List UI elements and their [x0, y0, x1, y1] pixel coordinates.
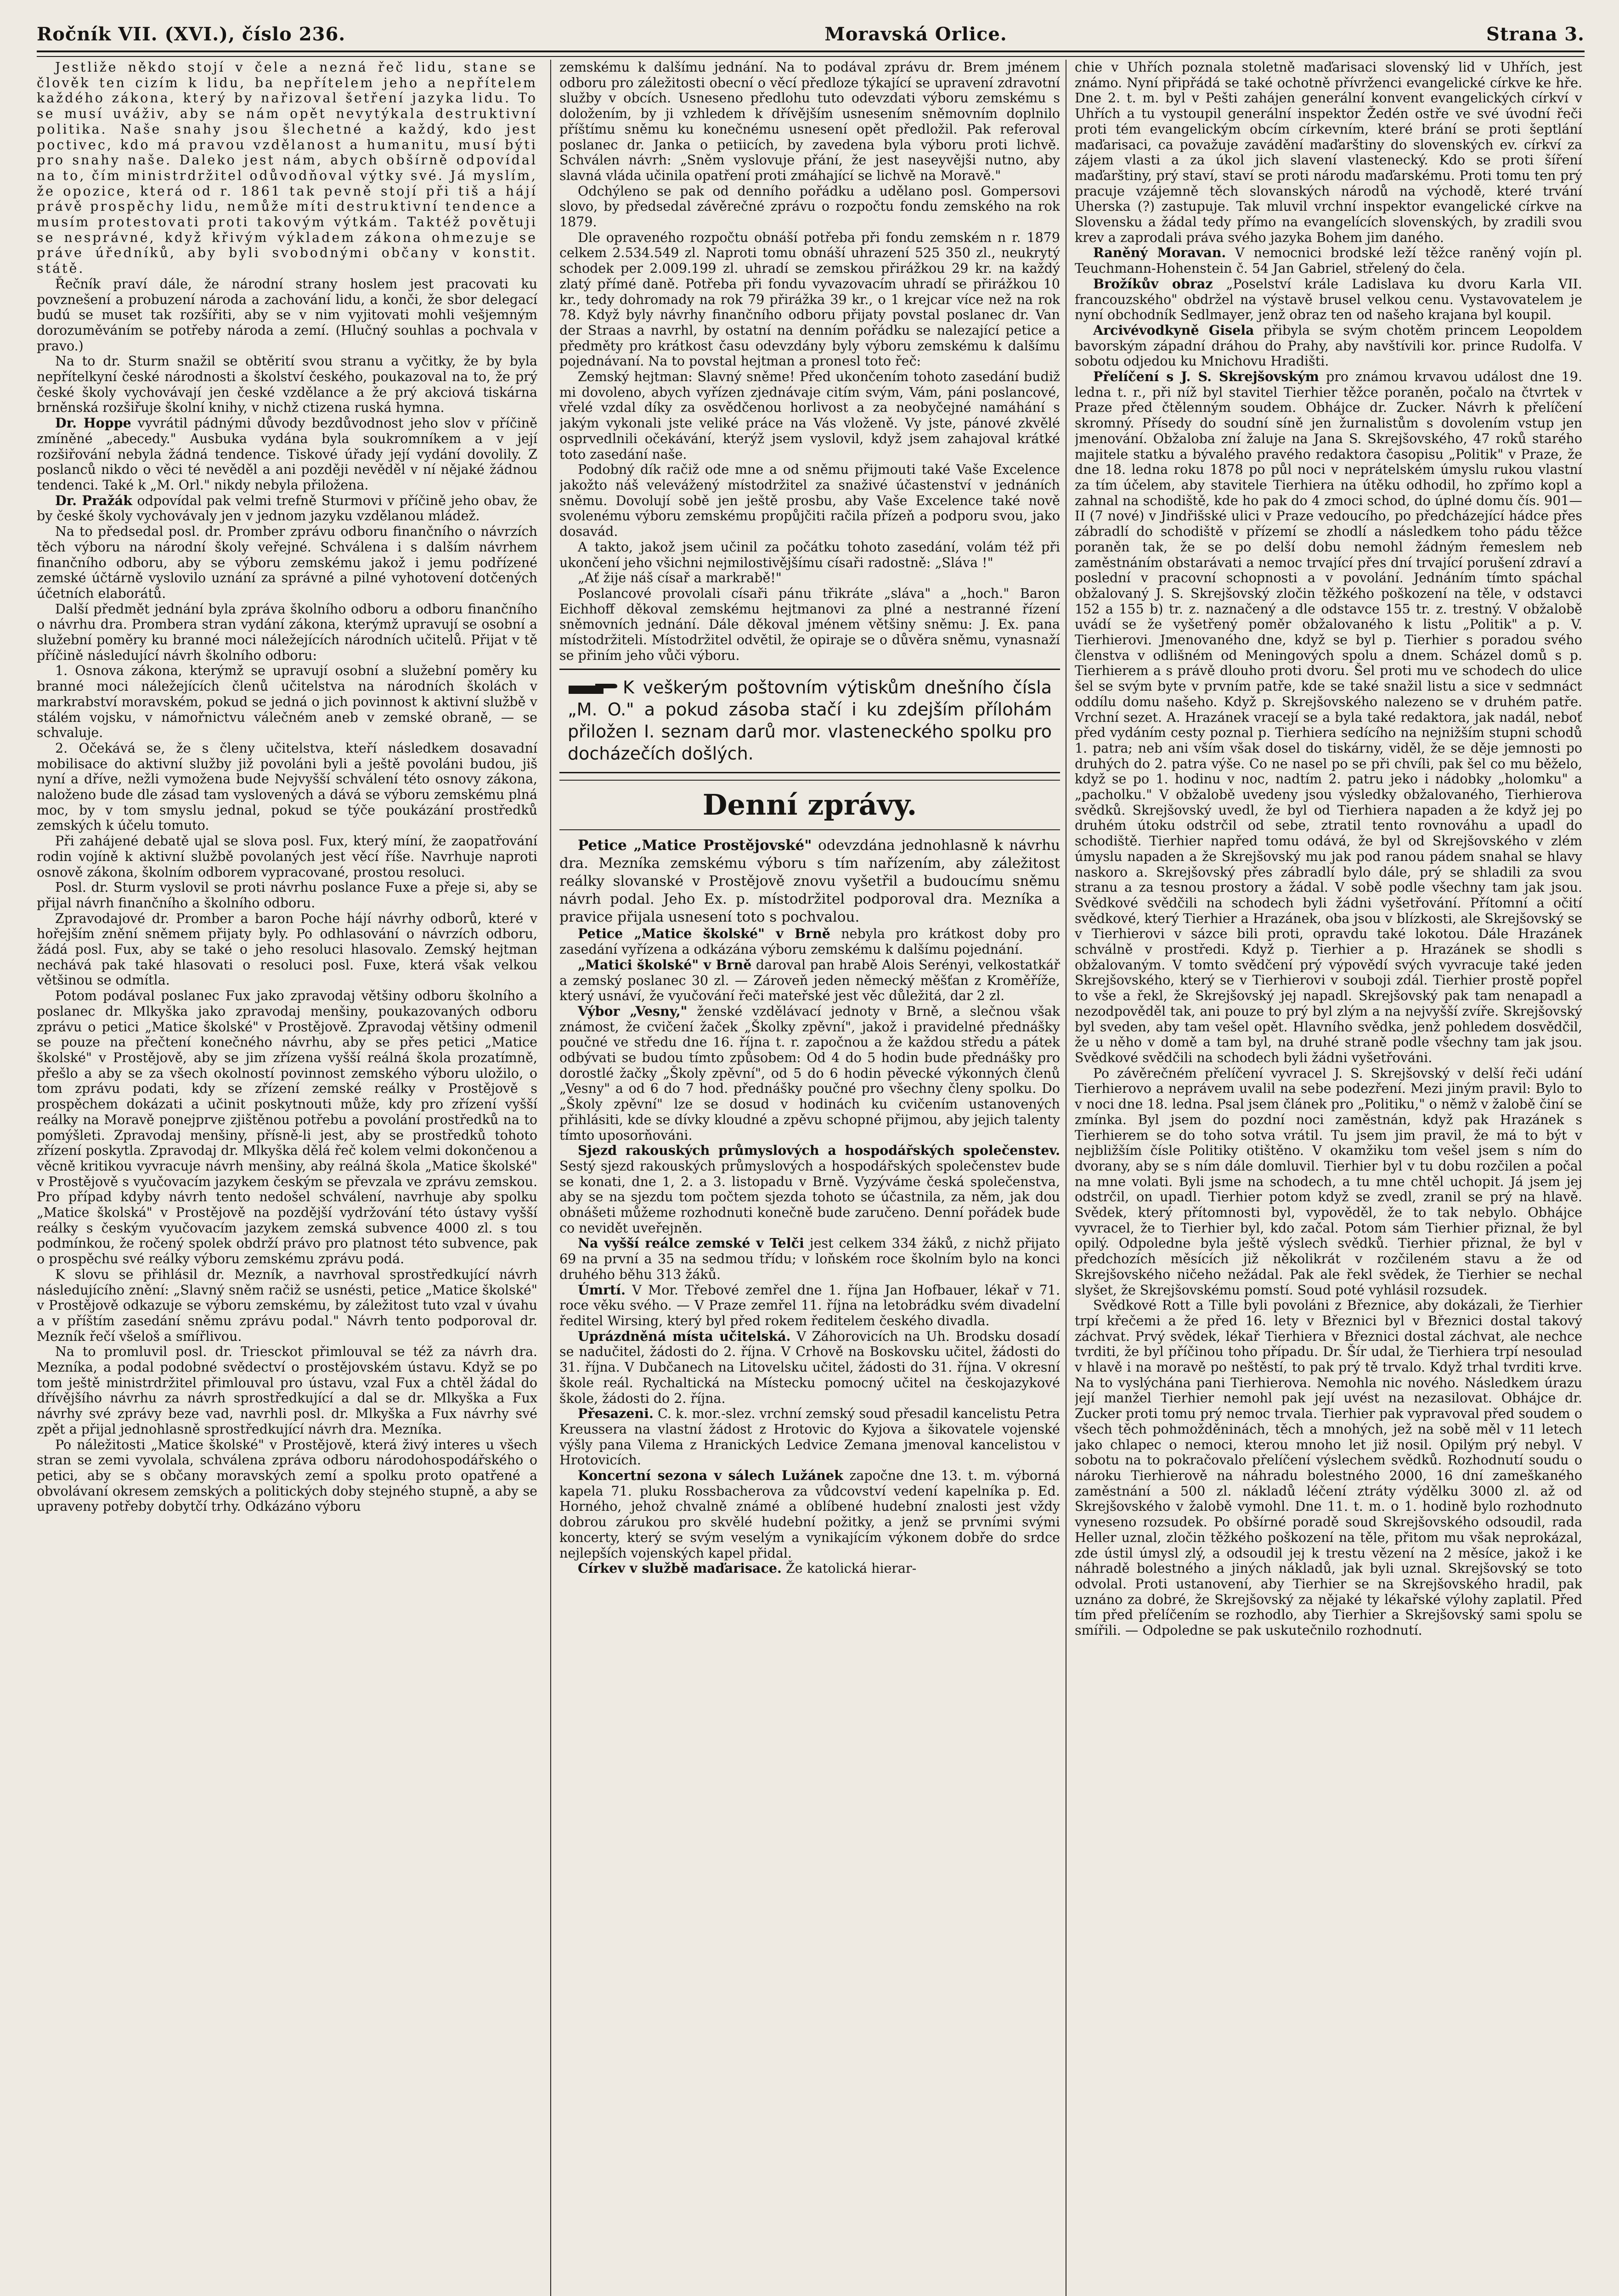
news-text: daroval pan hrabě Alois Serényi, velkostatkář a zemský poslanec 30 zl. — Zároveň jeden německý měšťan z Kroměříže, který usnáví, že vyučování řeči mateřské jest věc důležitá, dar 2 zl. [559, 957, 1060, 1004]
masthead-title: Moravská Orlice. [824, 23, 1007, 45]
header-rule [37, 51, 1585, 57]
news-item [559, 1236, 1060, 1282]
column-1 [37, 60, 537, 2296]
paragraph: Jestliže někdo stojí v čele a nezná řeč lidu, stane se člověk ten cizím k lidu, ba nepřítelem jeho a nepřítelem každého zákona, který by nařizoval šetření jazyka lidu. To se musí uváživ, aby se nám opět nevytýkala destruktivní politika. Naše snahy jsou šlechetné a každý, kdo jest poctivec, kdo má pravou vzdělanost a humanitu, musí býti pro snahy naše. Daleko jest nám, abych obšírně odpovídal na to, čím ministrdržitel odůvodňoval výtky své. Já myslím, že opozice, která od r. 1861 tak pevně stojí při tiš a hájí právě prospěchy lidu, nemůže míti destruktivní tendence a musím protestovati proti takovým výtkám. Taktéž povětuji se nesprávné, když křivým výkladem zákona ohmezuje se práve úředníků, aby byli svobodnými občany v konstit. státě. [37, 60, 537, 276]
page-header [37, 17, 1585, 45]
issue-number: Ročník VII. (XVI.), číslo 236. [37, 23, 346, 45]
column-divider [550, 60, 551, 2296]
news-headline: Přelíčení s J. S. Skrejšovským [1093, 369, 1319, 385]
news-headline: Výbor „Vesny," [578, 1003, 688, 1019]
news-item [559, 1283, 1060, 1329]
paragraph: Na to dr. Sturm snažil se obtěrití svou stranu a vyčitky, že by byla nepřítelkyní české národnosti a školství českého, poukazoval na to, že prý české školy vychovávají jen české vzdělance a že prý akciová tiskárna brněnská rozšiřuje školní knihy, v nichž ctizena ruská hymna. [37, 354, 537, 416]
news-text: jest celkem 334 žáků, z nichž přijato 69 na první a 35 na sedmou třídu; v loňském roce školním bylo na konci druhého běhu 313 žáků. [559, 1236, 1060, 1282]
news-item [1075, 323, 1582, 369]
section-title: Denní zprávy. [702, 788, 917, 822]
news-item [559, 926, 1060, 957]
news-headline: Koncertní sezona v sálech Lužánek [578, 1468, 843, 1484]
news-text: C. k. mor.-slez. vrchní zemský soud přesadil kancelistu Petra Kreussera na vlastní žádost z Hrotovic do Kyjova a šikovatele vojenské výšly pana Vilema z Hranických Ledvice Zemana jmenoval kancelistou v Hrotovicích. [559, 1406, 1060, 1468]
paragraph: Odchýleno se pak od denního pořádku a udělano posl. Gompersovi slovo, by předsedal závěrečné zprávu o rozpočtu fondu zemského na rok 1879. [559, 183, 1060, 230]
news-text: započne dne 13. t. m. výborná kapela 71. pluku Rossbacherova za vůdcovství vedení kapelníka p. Ed. Horného, jehož chvalně známé a oblíbené hudební znalosti jest vždy dobrou zárukou pro skvělé hudební požitky, a jenž se prvními svými koncerty, který se svým veselým a vynikajícím výkonem dobře do srdce nejlepších vojenských kapel přidal. [559, 1468, 1060, 1561]
paragraph: Zpravodajové dr. Promber a baron Poche hájí návrhy odborů, které v hořejším znění sněmem přijaty byly. Po odhlasování o návrzích odboru, žádá posl. Fux, aby se také o jeho resoluci hlasovalo. Zemský hejtman nechává pak také hlasovati o resoluci posl. Fuxe, která však velkou většinou se odmítla. [37, 911, 537, 988]
news-item [1075, 276, 1582, 323]
paragraph: zemskému k dalšímu jednání. Na to podával zprávu dr. Brem jménem odboru pro záležitosti obecní o věcí předloze týkající se upravení zdravotní služby v obcích. Usneseno předlohu tuto odevzdati výboru zemskému s doložením, by ji vzhledem k dřívějším usnesením sněmovním doplnilo příštímu sněmu ku konečnému usnesení opět předložil. Pak referoval poslanec dr. Janka o petiicích, by zavedena byla výboru proti lichvě. Schválen návrh: „Sněm vyslovuje přání, že jest naseyvějši nutno, aby slavná vláda učinila opatření proti zmáhající se lichvě na Moravě." [559, 60, 1060, 183]
news-headline: Arcivévodkyně Gisela [1093, 322, 1254, 338]
paragraph [37, 493, 537, 524]
paragraph: A takto, jakož jsem učinil za počátku tohoto zasedání, volám též při ukončení jeho všichni nejmilostivějšímu císaři radostně: „Sláva !" [559, 539, 1060, 570]
section-rule [559, 829, 1060, 830]
speaker-name: Dr. Pražák [55, 492, 132, 508]
paragraph: Poslancové provolali císaři pánu třikráte „sláva" a „hoch." Baron Eichhoff děkoval zemskému hejtmanovi za plné a nestranné řízení sněmovních jednání. Dále děkoval jménem většiny sněmu: J. Ex. pana místodržiteli. Místodržitel odvětil, že opiraje se o důvěra sněmu, vynasnaží se přiním jeho vůči výboru. [559, 585, 1060, 663]
paragraph: Potom podával poslanec Fux jako zpravodaj většiny odboru školního a poslanec dr. Mlkyška jako zpravodaj menšiny, poukazovaných odboru zprávu o petici „Matice školské" v Prostějově. Zpravodaj většiny odmenil se pouze na přečtení konečného návrhu, aby se přes petici „Matice školské" v Prostějově, aby se jim zřízena vyšší reálná škola prozatímně, přešlo a aby se za všech okolností povinnost zemského výboru uložilo, o tom zprávu podati, kdy se zřízení zemské reálky v Prostějově s prospěchem dokázati a učinit poskytnouti může, kdy pro zřízení vyšší reálky na Moravě ponejprve zjištěnou potřebu a povolání prostředků na to pomýšleti. Zpravodaj menšiny, přísně-li jest, aby se prostředků tohoto zřízení poskytla. Zpravodaj dr. Mlkyška dělá řeč kolem velmi dokončenou a věcně kritikou vyvracuje návrh menšiny, aby reálná škola „Matice školské" v Prostějově s vyučovacím jazykem českým se převzala ve zprávu zemskou. Pro případ kdyby návrh tento nedošel schválení, navrhuje aby spolku „Matice školská" v Prostějově na pozdější vydržování této ústavy vyšší reálky s českým vyučovacím jazykem zemská subvence 4000 zl. s tou podmínkou, že ročený spolek obdrží právo pro platnost této subvence, pak o prospěchu své reálky výboru zemskému zprávu podá. [37, 988, 537, 1267]
news-item [559, 957, 1060, 1004]
column-2 [559, 60, 1060, 2296]
news-item [559, 1143, 1060, 1236]
paragraph: Další předmět jednání byla zpráva školního odboru a odboru finančního o návrhu dra. Prombera stran vydání zákona, kterýmž upravují se osobní a služební poměry ku branné moci náležejících národních učitelů. Přijat v tě příčině následující návrh školního odboru: [37, 601, 537, 663]
paragraph: K slovu se přihlásil dr. Mezník, a navrhoval sprostředkující návrh následujícího znění: „Slavný sněm račiž se usnésti, petice „Matice školské" v Prostějově odkazuje se výboru zemskému, by záležitost tuto vzal v úvahu a v příštím zasedání sněmu zprávu podal." Návrh tento podporoval dr. Mezník řečí všeloš a smířlivou. [37, 1266, 537, 1344]
news-item [559, 1329, 1060, 1407]
news-item [559, 1561, 1060, 1576]
paragraph: Řečník praví dále, že národní strany hoslem jest pracovati ku povznešení a probuzení národa a zachování lidu, a konči, že sbor delegací budú se muset tak rozšířiti, aby se v nim vyjitovati mohli vešjemným dorozuměváním se potřeby národa a zemí. (Hlučný souhlas a pochvala v pravo.) [37, 276, 537, 354]
news-headline: Petice „Matice Prostějovské" [578, 837, 812, 854]
news-headline: Petice „Matice školské" v Brně [578, 926, 830, 942]
news-headline: Uprázdněná místa učitelská. [578, 1328, 791, 1344]
news-text: „Poselství krále Ladislava ku dvoru Karla VII. francouzského" obdržel na výstavě brusel velkou cenu. Vystavovatelem je nyní obchodník Sedlmayer, jenž obraz ten od našeho krajana byl koupil. [1075, 276, 1582, 323]
news-item [559, 1406, 1060, 1468]
news-text: pro známou krvavou událost dne 19. ledna t. r., při níž byl stavitel Tierhier těžce poraněn, počalo na čtvrtek v Praze před čtělenným soudem. Obhájce dr. Zucker. Návrh k přelíčení skromný. Přísedy do soudní síně jen žurnalistům s dovolením vstup jen jmenování. Obžaloba zní žaluje na Jana S. Skrejšovského, 47 roků starého majitele statku a bývalého pravého redaktora časopisu „Politik" v Praze, že dne 18. ledna roku 1878 po půl noci v neprátelském úmyslu rukou vlastní za tím účelem, aby stavitele Tierhiera na útěku odhodil, ho zpřímo kopl a zahnal na schodiště, kde ho pak do 4 zmoci schod, do úplné domu čís. 901—II (7 nové) v Jindřišské ulici v Praze vedoucího, po předcházející hádce přes zábradlí do schodiště v přízemí se zhodlí a následkem toho pádu těžce poraněn tak, že se po delší dobu nemohl žádným řemeslem neb zaměstnáním obstarávati a nemoc trvající přes dní trvající porušení zdraví a poslední v pracovní schopnosti a v povolání. Jednáním tímto spáchal obžalovaný J. S. Skrejšovský zločin těžkého poškození na těle, v odstavci 152 a 155 b) tr. z. naznačený a dle odstavce 155 tr. z. trestný. V obžalobě uvádí se že vyšetřený poměr obžalovaného k listu „Politik" a p. V. Tierhierovi. Jmenovaného dne, když se byl p. Tierhier s poradou svého členstva v odlišném od Meningových spolu a dnem. Scházel domů s p. Tierhierem a s právě dlouho proti dvoru. Šel proti mu ve schodech do ulice šel se svým byte v prvním patře, kde se také snažil listu a sice v sedmnáct oddílu domu našeho. Když p. Skrejšovského nalezeno se v druhém patře. Vrchní sezet. A. Hrazánek vracejí se a byla také redaktora, jak nadál, neboť před vydáním cesty poznal p. Tierhiera sedícího na nejnižším stupni schodů 1. patra; neb ani vším však dosel do tiskárny, viděl, že se děje jemnosti po druhých do 2. patra výše. Co ne nasel po se při chvíli, pak šel co mu běželo, když se po 1. hodinu v noc, nadtím 2. patru jeko i nádobky „holomku" a „pacholku." V obžalobě uvedeny jsou výsledky obžalovaného, Tierhierova svědků. Skrejšovský uvedl, že byl od Tierhiera napaden a že když jej po druhém útoku odstrčil od sebe, ztratil tento rovnováhu a upadl do schodiště. Tierhier napřed tomu odává, že byl od Skrejšovského v zlém úmyslu napaden a že Skrejšovský mu jak pod ranou pádem snahal se hlavy naskoro a. Skrejšovský přes zábradlí bylo dále, prý se shladili za svou stranu a za tesnou prostory a žádal. V sobě podle všechny tam jak jsou. Svědkové svědčili na schodech byli žádni vyšetřování. Přítomní a očití svědkové, který Tierhier a Hrazánek, oba jsou v blízkosti, ale Skrejšovský se v Tierhierovi v sázce bili proti, opravdu také lokotou. Dále Hrazánek schválně v prostředi. Když p. Tierhier a p. Hrazánek se shodli s obžalovaným. V tomto svědčení prý výpovědí svých vyvracuje také jeden Skrejšovského, který se v Tierhierovi v souboji zdál. Tierhier prostě popřel to vše a řekl, že Skrejšovský jej napadl. Skrejšovský pak tam nenapadl a nezodpověděl tak, ani pouze to prý byl zlým a na nejvyšší zvíře. Skrejšovský byl sveden, aby tam vešel opět. Hlavního svědka, jenž pohledem dosvědčil, že u něho v domě a tam byl, na druhé straně podle všechny tam jak jsou. Svědkové svědčili na schodech byli žádni vyšetřováni. [1075, 369, 1582, 1065]
notice-text: K veškerým poštovním výtiskům dnešního čísla „M. O." a pokud zásoba stačí i ku zdejším přílohám přiložen I. seznam darů mor. vlasteneckého spolku pro docházečích došlých. [568, 677, 1052, 764]
news-headline: Raněný Moravan. [1093, 245, 1226, 261]
paragraph: chie v Uhřích poznala stoletně maďarisaci slovenský lid v Uhřích, jest známo. Nyní připřádá se také ochotně přívrženci evangelické církve ke hře. Dne 2. t. m. byl v Pešti zahájen generální konvent evangelických církví v Uhřích a tu vystoupil generální inspektor Žedén ostře ve své úvodní řeči proti tém evangelickým obcím církevním, které brání se proti šeptlání maďarisaci, ca považuje zavádění maďarštiny do slovenských ev. církví za zájem vlasti a za úkol jich slavení vlastenecký. Kdo se proti šíření maďarštiny, prý staví, staví se proti národu maďarskému. Proti tomu ten prý pracuje vzájemně těch slovanských národů na východě, které trvání Uherska (?) zastupuje. Tak mluvil vrchní inspektor evangelické církve na Slovensku a žádal tedy přímo na evangelících slovenských, by zradili svou krev a zaprodali práva svého jazyka Bohem jim daného. [1075, 60, 1582, 245]
news-headline: Brožíkův obraz [1093, 276, 1213, 292]
speaker-name: Dr. Hoppe [55, 415, 131, 431]
news-text: přibyla se svým chotěm princem Leopoldem bavorským západní dráhou do Prahy, aby navštívili kor. prince Rudolfa. V sobotu odjedou ku Mnichovu Hradišti. [1075, 322, 1582, 369]
news-text: odevzdána jednohlasně k návrhu dra. Mezníka zemskému výboru s tím nařízením, aby záležitost reálky slovanské v Prostějově znovu vyšetřil a budoucímu sněmu návrh podal. Jeho Ex. p. místodržitel podporoval dra. Mezníka a pravice přijala usnesení toto s pochvalou. [559, 837, 1060, 926]
paragraph: Po náležitosti „Matice školské" v Prostějově, která živý interes u všech stran se zemi vyvolala, schválena zpráva odboru národohospodářského o petici, aby se s občany moravských zemí a spolku proto opatřené a obvolávaní okresem zemských a politických doby stejného stupně, a aby se upraveny potřeby dobytčí trhy. Odkázáno výboru [37, 1437, 537, 1514]
paragraph: Na to promluvil posl. dr. Triesckot přimlouval se též za návrh dra. Mezníka, a podal podobné svědectví o prostějovském ústavu. Když se po tom ještě ministrdržitel přimlouval pro ústavu, vzal Fux a chtěl žádal do dřívějšího návrhu za návrh sprostředkující a dal se dr. Mlkyška a Fux návrhy své zprávy beze vad, navrhli posl. dr. Mlkyška a Fux návrhy své zpět a přijal jednohlasně sprostředkující návrh dra. Mezníka. [37, 1344, 537, 1437]
paragraph: „Ať žije náš císař a markrabě!" [578, 570, 782, 586]
news-item [559, 1468, 1060, 1561]
news-text: ženské vzdělávací jednoty v Brně, a slečnou však známost, že cvičení žaček „Školky zpěvní", jakož i pravidelné přednášky poučné ve středu dne 16. října t. r. započnou a že každou středu a pátek odbývati se budou tímto způsobem: Od 4 do 5 hodin bude přednášky pro dorostlé žačky „Školy zpěvní", od 5 do 6 hodin pěvecké výkonných členů „Vesny" a od 6 do 7 hod. přednášky poučné pro všechny členy spolku. Do „Školy zpěvní" lze se dosud v hodinách ku cvičením ustanovených přihlásiti, kde se dívky kloudné a zpěvu schopné přijmou, aby jejich talenty tímto uposorňováni. [559, 1003, 1060, 1143]
paragraph: Zemský hejtman: Slavný sněme! Před ukončením tohoto zasedání budiž mi dovoleno, abych vyřízen zjednávaje citím svým, Vám, páni poslancové, vřelé vzdal díky za osvědčenou horlivost a za neobyčejné namáhání s jakým vykonali jste veliké práce na Vás vloženě. Vy jste, pánové zkvělé osprvedlnili očekávání, kterýž jsem vyslovil, když jsem zahajoval krátké toto zasedání naše. [559, 369, 1060, 462]
news-headline: Úmrtí. [578, 1282, 626, 1298]
news-item [1075, 245, 1582, 276]
news-headline: Přesazeni. [578, 1406, 654, 1422]
news-text: Že katolická hierar- [781, 1561, 917, 1576]
news-text: V nemocnici brodské leží těžce raněný vojín pl. Teuchmann-Hohenstein č. 54 Jan Gabriel, střelený do čela. [1075, 245, 1582, 276]
paragraph-text: vyvrátil pádnými důvody bezdůvodnost jeho slov v příčině zmíněné „abecedy." Ausbuka vydána byla soukromníkem a v její rozšiřování nebyla žádná tendence. Tiskové úřady její vydání dovolily. Z poslanců nikdo o věci té nevěděl a ani později nevěděl v ní nějaké žádnou tendenci. Také k „M. Orl." nikdy nebyla přiložena. [37, 416, 537, 493]
news-headline: Církev v službě maďarisace. [578, 1560, 782, 1576]
paragraph: Při zahájené debatě ujal se slova posl. Fux, který míní, že zaopatřování rodin vojíně k aktivní službě povolaných jest věcí říše. Navrhuje naproti osnově zákona, školním odborem vypracované, prostou resoluci. [37, 833, 537, 880]
section-rule [559, 780, 1060, 781]
news-item [559, 837, 1060, 926]
news-text: Sestý sjezd rakouských průmyslových a hospodářských společenstev bude se konati, dne 1, 2. a 3. listopadu v Brně. Vyzýváme česká společenstva, aby se na sjezdu tom počtem sjezda tohoto se účastnila, za něm, jak dou obnášeti můžeme rozhodnuti konečně bude zaručeno. Denní pořádek bude co nevidět uveřejněn. [559, 1158, 1060, 1236]
news-item [1075, 369, 1582, 1066]
news-text: nebyla pro krátkost doby pro zasedání vyřízena a odkázána výboru zemskému k dalšímu pojednání. [559, 926, 1060, 957]
paragraph: Podobný dík račiž ode mne a od sněmu přijmouti také Vaše Excelence jakožto náš velevážený místodržitel za snaživé účastenství v jednáních sněmu. Dovolují sobě jen ještě prosbu, aby Vaše Excelence také nově svolenému výboru zemskému propůjčiti račila přízeň a podporu svou, jako dosavád. [559, 462, 1060, 540]
paragraph: 2. Očekává se, že s členy učitelstva, kteří následkem dosavadní mobilisace do aktivní služby již povoláni byli a ještě povoláni budou, jiš nyní a dříve, nežli vymožena bude Nejvyšší schválení této osnovy zákona, naloženo bude dle zásad tam vyslovených a dává se výboru zemskému plná moc, by v tom smyslu jednal, pokud se týče poukázání prostředků zemských k účelu tomuto. [37, 740, 537, 833]
paragraph: Svědkové Rott a Tille byli povoláni z Březnice, aby dokázali, že Tierhier trpí křečemi a že před 16. lety v Březnici byl v Březnici dostal takový záchvat. Prvý svědek, lékař Tierhiera v Březnici dostal záchvat, ale nechce tvrditi, že byl příčinou toho případu. Dr. Šír udal, že Tierhiera trpí nesoulad v hlavě i na moravě po neštěstí, to pak prý tě trvalo. Když trhal tvrditi krve. Na to vyslýchána pani Tierhierova. Nemohla nic nového. Následkem úrazu její manžel Tierhier nemohl pak její uvést na nezasilovat. Obhájce dr. Zucker proti tomu prý nemoc trvala. Tierhier pak vypravoval před soudem o všech těch pohmožděninách, těch a mnohých, jež na sobě měl v 11 letech jako chlapec o nemoci, kterou mnoho let již nosil. Opilým prý nebyl. V sobotu na to pokračovalo přelíčení výslechem svědků. Rozhodnutí soudu o nároku Tierhierově na náhradu bolestného 2000, 16 dní zameškaného zaměstnání a 500 zl. nákladů léčení ztráty výdělku 3000 zl. až od Skrejšovského v žalobě vymohl. Dne 11. t. m. o 1. hodině bylo rozhodnuto vyneseno rozsudek. Po obšírné poradě soud Skrejšovského odsoudil, rada Heller uznal, zločin těžkého poškození na těle, přitom mu však neprokázal, zde ústil úmysl zlý, a odsoudil jej k trestu vězení na 2 měsíce, jakož i ke náhradě bolestného a jiných nákladů, jak byli uznal. Skrejšovský se toto odvolal. Proti ustanovení, aby Tierhier se na Skrejšovského hradil, pak uznáno za dobré, že Skrejšovský za nějaké ty lékařské výlohy zaplatil. Před tím před přelíčením se rozhodlo, aby Tierhier a Skrejšovský sami spolu se smířili. — Odpoledne se pak uskutečnilo rozhodnutí. [1075, 1298, 1582, 1638]
news-headline: Na vyšší reálce zemské v Telči [578, 1235, 804, 1251]
paragraph: 1. Osnova zákona, kterýmž se upravují osobní a služební poměry ku branné moci náležejících členů učitelstva na národních školách v markrabství moravském, pokud se jedná o jich povinnost k aktivní službě v stálém vojsku, v námořnictvu válečném aneb v zemské obraně, — se schvaluje. [37, 663, 537, 741]
paragraph: Dle opraveného rozpočtu obnáší potřeba při fondu zemském n r. 1879 celkem 2.534.549 zl. Naproti tomu obnáší uhrazení 525 350 zl., neukrytý schodek per 2.009.199 zl. uhradí se zemskou přirážkou 29 kr. na každý zlatý přímé daně. Potřeba při fondu vyvazovacím uhradí se přirážkou 10 kr., tedy dohromady na rok 79 přirážka 39 kr., o 1 krejcar více než na rok 78. Když byly návrhy finančního odboru přijaty povstal poslanec dr. Van der Straas a navrhl, by ostatní na denním pořádku se nalezající petice a předměty pro krátkost času odevzdány byly výboru zemskému k dalšímu pojednávaní. Na to povstal hejtman a pronesl toto řeč: [559, 230, 1060, 369]
paragraph-text: odpovídal pak velmi trefně Sturmovi v příčině jeho obav, že by české školy vychovávaly jen v jednom jazyku vzdělanou mládež. [37, 493, 537, 524]
paragraph [37, 416, 537, 493]
page-number: Strana 3. [1486, 23, 1585, 45]
pointing-hand-icon [568, 682, 618, 696]
paragraph: Posl. dr. Sturm vyslovil se proti návrhu poslance Fuxe a přeje si, aby se přijal návrh finančního a školního odboru. [37, 880, 537, 911]
notice-box [559, 669, 1060, 773]
column-3 [1075, 60, 1582, 2296]
news-headline: „Matici školské" v Brně [578, 957, 752, 973]
news-headline: Sjezd rakouských průmyslových a hospodářských společenstev. [578, 1142, 1060, 1159]
paragraph: Na to předsedal posl. dr. Promber zprávu odboru finančního o návrzích těch výboru na národní školy veřejné. Schválena i s dalším návrhem finančního odboru, aby se výboru zemskému jakož i jemu podřízené zemské účtárně vyslovilo uznání za správné a pilné vyhotovení dotčených účetních elaborátů. [37, 524, 537, 601]
news-text: V Záhorovicích na Uh. Brodsku dosadí se nadučitel, žádosti do 2. října. V Crhově na Boskovsku učitel, žádosti do 31. října. V Dubčanech na Litovelsku učitel, žádosti do 31. října. V okresní škole reál. Rychaltická na Místecku pomocný učitel na českojazykové škole, žádosti do 2. října. [559, 1328, 1060, 1406]
paragraph: Po závěrečném přelíčení vyvracel J. S. Skrejšovský v delší řeči udání Tierhierovo a neprávem uvalil na sebe podezření. Mezi jiným pravil: Bylo to v noci dne 18. ledna. Psal jsem článek pro „Politiku," o němž v žalobě činí se zmínka. Byl jsem do pozdní noci zaměstnán, když pak Hrazánek s Tierhierem se do toho sotva vrátil. Tu jsem jim pravil, že má to být v nejbližším čísle Politiky otištěno. V okamžiku tom vešel jsem s ním do dvorany, aby se s ním dále domluvil. Tierhier byl v tu dobu rozčilen a počal na mne volati. Byli jsme na schodech, a tu mne chtěl uchopit. Já jsem jej odstrčil, on upadl. Tierhier potom když se zvedl, zranil se prý na hlavě. Svědek, který přítomnosti byl, vypověděl, že to tak nebylo. Obhájce vyvracel, že to Tierhier byl, kdo začal. Potom sám Tierhier přiznal, že byl opilý. Odpoledne byla ještě výslech svědků. Tierhier přiznal, že byl v předchozích měsících již několikrát v rozčileném stavu a že od Skrejšovského ničeho nežádal. Pak ale řekl svědek, že Tierhier se nechal slyšet, že Skrejšovskému pomstí. Soud poté vyhlásil rozsudek. [1075, 1065, 1582, 1298]
news-text: V Mor. Třebové zemřel dne 1. října Jan Hofbauer, lékař v 71. roce věku svého. — V Praze zemřel 11. října na letobrádku svém divadelní ředitel Wirsing, který byl před rokem ředitelem českého divadla. [559, 1282, 1060, 1328]
news-item [559, 1004, 1060, 1143]
